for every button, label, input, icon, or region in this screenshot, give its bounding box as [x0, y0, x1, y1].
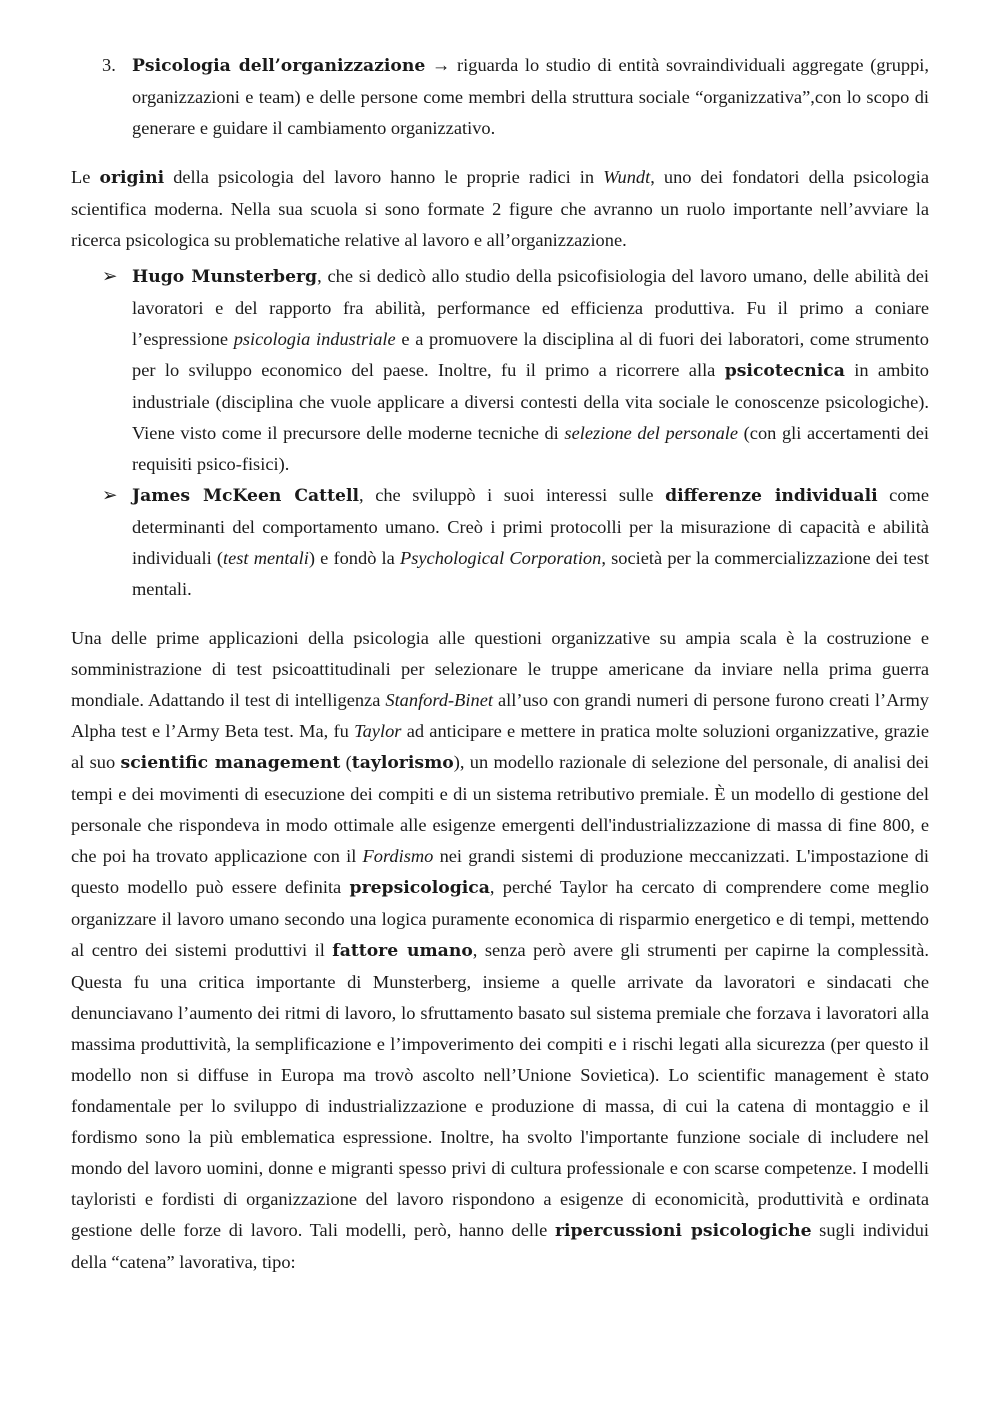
paragraph-gap	[71, 605, 929, 623]
term-psicologia-organizzazione: Psicologia dell’organizzazione	[132, 56, 426, 76]
term-stanford-binet: Stanford-Binet	[385, 690, 493, 710]
arrow-glyph: →	[431, 55, 451, 75]
term-psicologia-industriale: psicologia industriale	[233, 329, 396, 349]
term-scientific-management: scientific management	[120, 753, 341, 773]
paragraph-taylor: Una delle prime applicazioni della psicologia alle questioni organizzative su ampia scala è la costruzione e somministrazione di test psicoattitudinali per selezionare le truppe americane da inviare nella prima guerra mondiale. Adattando il test di intelligenza Stanford-Binet all’uso con grandi numeri di persone furono creati l’Army Alpha test e l’Army Beta test. Ma, fu Taylor ad anticipare e mettere in pratica molte soluzioni organizzative, grazie al suo scientific management (taylorismo), un modello razionale di selezione del personale, di analisi dei tempi e dei movimenti di esecuzione dei compiti e di un sistema retributivo premiale. È un modello di gestione del personale che rispondeva in modo ottimale alle esigenze emergenti dell'industrializzazione di massa di fine 800, e che poi ha trovato applicazione con il Fordismo nei grandi sistemi di produzione meccanizzati. L'impostazione di questo modello può essere definita prepsicologica, perché Taylor ha cercato di comprendere come meglio organizzare il lavoro umano secondo una logica puramente economica di risparmio energetico e di tempi, mettendo al centro dei sistemi produttivi il fattore umano, senza però avere gli strumenti per capirne la complessità. Questa fu una critica importante di Munsterberg, insieme a quelle arrivate da lavoratori e sindacati che denunciavano l’aumento dei ritmi di lavoro, lo sfruttamento basato sul sistema premiale che forzava i lavoratori alla massima produttività, la semplificazione e l’impoverimento dei compiti e i rischi legati alla sicurezza (per questo il modello non si diffuse in Europa ma trovò ascolto nell’Unione Sovietica). Lo scientific management è stato fondamentale per lo sviluppo di industrializzazione e produzione di massa, di cui la catena di montaggio e il fordismo sono la più emblematica espressione. Inoltre, ha svolto l'importante funzione sociale di includere nel mondo del lavoro uomini, donne e migranti spesso privi di cultura professionale e con scarse competenze. I modelli tayloristi e fordisti di organizzazione del lavoro rispondono a esigenze di economicità, produttività e ordinata gestione delle forze di lavoro. Tali modelli, però, hanno delle ripercussioni psicologiche sugli individui della “catena” lavorativa, tipo:	[71, 628, 930, 1272]
name-wundt: Wundt	[603, 167, 651, 187]
name-munsterberg: Hugo Munsterberg	[132, 267, 318, 287]
term-ripercussioni-psicologiche: ripercussioni psicologiche	[554, 1221, 812, 1241]
arrowhead-bullet-icon: ➢	[102, 485, 118, 505]
bullet-text: James McKeen Cattell, che sviluppò i suoi interessi sulle differenze individuali come determinanti del comportamento umano. Creò i primi protocolli per la misurazione di capacità e abilità individuali (test mentali) e fondò la Psychological Corporation, società per la commercializzazione dei test mentali.	[132, 485, 929, 599]
paragraph-origins: Le origini della psicologia del lavoro hanno le proprie radici in Wundt, uno dei fondatori della psicologia scientifica moderna. Nella sua scuola si sono formate 2 figure che avranno un ruolo importante nell’avviare la ricerca psicologica su problematiche relative al lavoro e all’organizzazione.	[71, 167, 930, 250]
term-selezione-personale: selezione del personale	[564, 423, 739, 443]
term-differenze-individuali: differenze individuali	[665, 486, 878, 506]
arrowhead-bullet-icon: ➢	[102, 266, 118, 286]
numbered-list-item	[71, 50, 929, 144]
term-psychological-corporation: Psychological Corporation	[400, 548, 602, 568]
list-item-text: Psicologia dell’organizzazione → riguarda lo studio di entità sovraindividuali aggregate (gruppi, organizzazioni e team) e delle persone come membri della struttura sociale “organizzativa”,con lo scopo di generare e guidare il cambiamento organizzativo.	[132, 55, 929, 138]
term-fordismo: Fordismo	[362, 846, 434, 866]
term-test-mentali: test mentali	[222, 548, 309, 568]
term-origini: origini	[99, 168, 165, 188]
bullet-text: Hugo Munsterberg, che si dedicò allo studio della psicofisiologia del lavoro umano, delle abilità dei lavoratori e del rapporto fra abilità, performance ed efficienza produttiva. Fu il primo a coniare l’espressione psicologia industriale e a promuovere la disciplina al di fuori dei laboratori, come strumento per lo sviluppo economico del paese. Inoltre, fu il primo a ricorrere alla psicotecnica in ambito industriale (disciplina che vuole applicare a diversi contesti della vita sociale le conoscenze psicologiche). Viene visto come il precursore delle moderne tecniche di selezione del personale (con gli accertamenti dei requisiti psico-fisici).	[132, 266, 929, 474]
name-cattell: James McKeen Cattell	[132, 486, 360, 506]
term-taylorismo: taylorismo	[351, 753, 454, 773]
term-fattore-umano: fattore umano	[332, 941, 473, 961]
term-prepsicologica: prepsicologica	[349, 878, 490, 898]
paragraph-gap	[71, 144, 929, 162]
term-psicotecnica: psicotecnica	[724, 361, 845, 381]
bullet-item-munsterberg	[71, 261, 929, 480]
list-number: 3.	[102, 55, 116, 75]
bullet-item-cattell	[71, 480, 929, 605]
name-taylor: Taylor	[354, 721, 402, 741]
document-page	[71, 50, 929, 1278]
